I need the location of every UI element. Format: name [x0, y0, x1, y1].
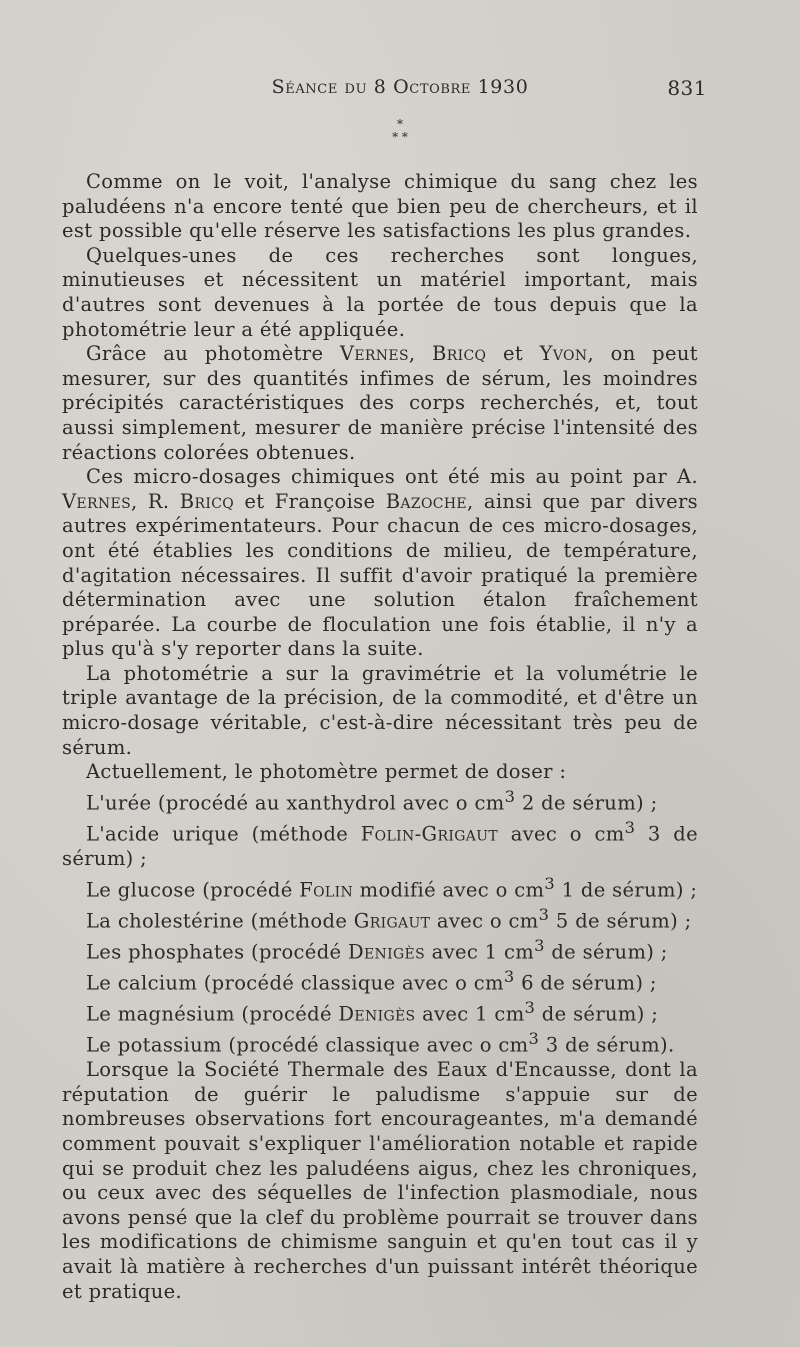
author-name: Denigès — [347, 940, 426, 964]
list-item-cholesterine — [62, 903, 698, 934]
text-span: L'urée (procédé au xanthydrol avec o cm — [86, 791, 505, 815]
text-span: 3 de sérum) ; — [62, 822, 698, 871]
text-span: , R. — [131, 489, 180, 513]
superscript: 3 — [624, 817, 636, 837]
author-name: Vernes — [62, 489, 132, 513]
body-text — [62, 170, 698, 1304]
list-item-acide-urique — [62, 816, 698, 872]
author-name: Bazoche — [385, 489, 467, 513]
paragraph-micro-dosages — [62, 465, 698, 662]
text-span: , ainsi que par divers autres expérimentateurs. Pour chacun de ces micro-dosages, ont été établies les conditions de milieu, de température, d'agitation nécessaires. Il suffit d'avoir pratiqué la première détermination avec une solution étalon fraîchement préparée. La courbe de floculation une fois établie, il n'y a plus qu'à s'y reporter dans la suite. — [62, 489, 698, 661]
superscript: 3 — [503, 966, 515, 986]
text-span: , on peut mesurer, sur des quantités infimes de sérum, les moindres précipités caractéristiques des corps recherchés, et, tout aussi simplement, mesurer de manière précise l'intensité des réactions colorées obtenues. — [62, 342, 698, 464]
text-span: avec 1 cm — [415, 1002, 525, 1026]
author-name: Bricq — [432, 342, 487, 366]
asterism-ornament — [0, 118, 800, 144]
author-name: Folin — [299, 878, 354, 902]
text-span: 3 de sérum). — [539, 1033, 675, 1057]
superscript: 3 — [504, 786, 516, 806]
running-head: Séance du 8 Octobre 1930 — [271, 76, 529, 98]
list-item-glucose — [62, 872, 698, 903]
text-span: , — [408, 342, 433, 366]
paragraph-advantages: La photométrie a sur la gravimétrie et la volumétrie le triple avantage de la précision, de la commodité, et d'être un micro-dosage véritable, c'est-à-dire nécessitant très peu de sérum. — [62, 661, 698, 759]
list-item-uree — [62, 785, 698, 816]
text-span: 5 de sérum) ; — [549, 909, 692, 933]
list-item-phosphates — [62, 934, 698, 965]
text-span: Le potassium (procédé classique avec o cm — [86, 1033, 529, 1057]
author-name: Yvon — [539, 342, 588, 366]
author-name: Bricq — [179, 489, 235, 513]
text-span: 1 de sérum) ; — [555, 878, 698, 902]
paragraph-photometer — [62, 342, 698, 465]
text-span: Les phosphates (procédé — [86, 940, 348, 964]
list-item-calcium — [62, 965, 698, 996]
asterism-bottom: * * — [392, 130, 408, 144]
text-span: de sérum) ; — [544, 940, 668, 964]
text-span: de sérum) ; — [535, 1002, 659, 1026]
superscript: 3 — [528, 1029, 540, 1049]
text-span: avec o cm — [498, 822, 625, 846]
text-span: Le glucose (procédé — [86, 878, 300, 902]
paragraph-intro: Comme on le voit, l'analyse chimique du sang chez les paludéens n'a encore tenté que bien peu de chercheurs, et il est possible qu'elle réserve les satisfactions les plus grandes. — [62, 170, 698, 243]
text-span: L'acide urique (méthode — [86, 822, 361, 846]
paragraph-encausse: Lorsque la Société Thermale des Eaux d'Encausse, dont la réputation de guérir le paludisme s'appuie sur de nombreuses observations fort encourageantes, m'a demandé comment pouvait s'expliquer l'amélioration notable et rapide qui se produit chez les paludéens aigus, chez les chroniques, ou ceux avec des séquelles de l'infection plasmodiale, nous avons pensé que la clef du problème pourrait se trouver dans les modifications de chimisme sanguin et qu'en tout cas il y avait là matière à recherches d'un puissant intérêt théorique et pratique. — [62, 1058, 698, 1303]
text-span: Le calcium (procédé classique avec o cm — [86, 971, 504, 995]
text-span: avec o cm — [430, 909, 539, 933]
text-span: 2 de sérum) ; — [515, 791, 658, 815]
author-name: Vernes — [339, 342, 409, 366]
text-span: Grâce au photomètre — [86, 342, 340, 366]
asterism-top: * — [397, 117, 403, 131]
text-span: Le magnésium (procédé — [86, 1002, 339, 1026]
text-span: avec 1 cm — [425, 940, 535, 964]
paragraph-list-intro: Actuellement, le photomètre permet de doser : — [86, 760, 567, 784]
superscript: 3 — [544, 873, 556, 893]
superscript: 3 — [534, 935, 545, 955]
author-name: Folin-Grigaut — [360, 822, 499, 846]
text-span: modifié avec o cm — [353, 878, 545, 902]
text-span: et Françoise — [234, 489, 386, 513]
list-item-magnesium — [62, 996, 698, 1027]
text-span: et — [486, 342, 540, 366]
superscript: 3 — [524, 998, 536, 1017]
page-header — [0, 74, 800, 104]
text-span: La cholestérine (méthode — [86, 909, 354, 933]
paragraph-photometry: Quelques-unes de ces recherches sont longues, minutieuses et nécessitent un matériel important, mais d'autres sont devenues à la portée de tous depuis que la photométrie leur a été appliquée. — [62, 243, 698, 341]
superscript: 3 — [538, 904, 550, 924]
author-name: Grigaut — [353, 909, 431, 933]
text-span: 6 de sérum) ; — [514, 971, 657, 995]
page-number: 831 — [667, 76, 707, 100]
list-item-potassium — [62, 1027, 698, 1058]
text-span: Ces micro-dosages chimiques ont été mis au point par A. — [86, 465, 698, 489]
author-name: Denigès — [338, 1002, 416, 1026]
